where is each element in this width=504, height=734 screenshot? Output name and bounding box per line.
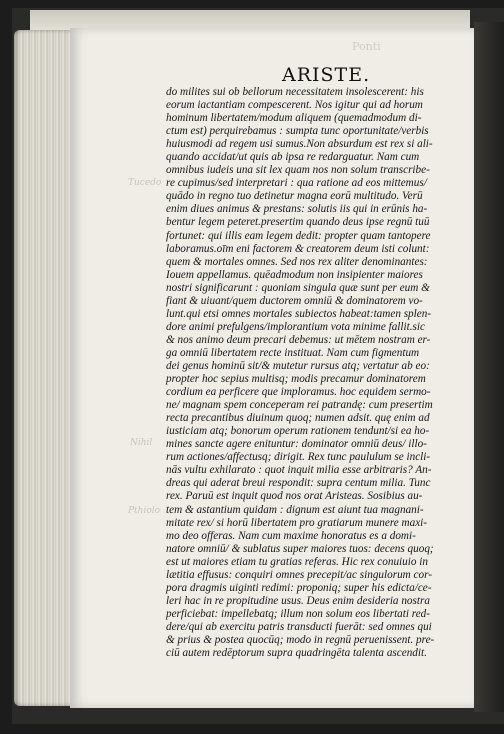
text-line: mo deo offeras. Nam cum maxime honoratus es a domi- <box>166 529 416 542</box>
text-line: recta precantibus diuinum quoq; numen adsit. quę enim ad <box>166 412 430 425</box>
show-through-mark: Nihil <box>130 438 153 448</box>
body-text <box>166 86 462 660</box>
text-line: quem & mortales omnes. Sed nos rex aliter denominantes: <box>166 255 428 268</box>
text-line: dere/qui ab exercitu patris transducti fuerāt: sed omnes qui <box>166 620 432 633</box>
show-through-mark: Pthiolo <box>128 506 161 516</box>
text-line: do milites sui ob bellorum necessitatem insolescerent: his <box>166 86 424 98</box>
text-line: huiusmodi ad regem usi sumus.Non absurdum est rex si ali- <box>166 138 433 151</box>
text-line: dei genus hominū sit/& mutetur rursus atq; vertatur ab eo: <box>166 359 430 372</box>
text-line: rex. Paruū est inquit quod nos orat Aristeas. Sosibius au- <box>166 490 423 503</box>
text-line: laboramus.oīm eni factorem & creatorem deum isti colunt: <box>166 242 430 255</box>
text-line: hominum libertatem/modum aliquem (quemadmodum di- <box>166 112 422 125</box>
facing-page-edge <box>474 22 504 712</box>
text-line: mitate rex/ si horū libertatem pro gratiarum munere maxi- <box>166 516 428 529</box>
show-through-mark: Tucedo <box>128 178 162 188</box>
text-line: tem & astantium quidam : dignum est aiunt tua magnani- <box>166 503 424 516</box>
text-line: bentur legem peteret.presertim quando deus ipse regnū tuū <box>166 216 430 229</box>
text-line: quādo in regno tuo detinetur magna eorū multitudo. Verū <box>166 190 423 203</box>
text-line: Iouem appellamus. quēadmodum non insipienter maiores <box>166 268 423 281</box>
text-line: quando accidat/ut quis ab ipsa re redarguatur. Nam cum <box>166 151 420 164</box>
text-line: fortunet: qui illis eam legem dedit: propter quam tantopere <box>166 229 431 242</box>
text-line: ciū autem redēptorum supra quadringēta talenta ascendit. <box>166 647 427 660</box>
text-line: pora dragmis uiginti redimi: proponiq; super his edicta/ce- <box>166 581 432 594</box>
text-line: dreas qui aderat breui respondit: supra centum milia. Tunc <box>166 477 431 490</box>
text-line: leri hac in re propitudine usus. Deus enim desideria nostra <box>166 594 430 607</box>
page-edges <box>14 30 72 706</box>
text-line: lunt.qui etsi omnes mortales subiectos habeat:tamen splen- <box>166 307 432 320</box>
text-line: natore omniū/ & sublatus super maiores tuos: decens quoq; <box>166 542 434 555</box>
text-line: dore animi prefulgens/implorantium vota minime fallit.sic <box>166 320 425 333</box>
text-line: & nos animo deum precari debemus: ut mētem nostram er- <box>166 333 431 346</box>
text-line: rum actiones/affectusq; dirigit. Rex tunc paululum se incli- <box>166 451 431 464</box>
running-head: ARISTE. <box>282 64 371 86</box>
text-line: est ut maiores etiam tu gratias referas. Hic rex conuiuio in <box>166 555 428 568</box>
text-line: ctum est) perquirebamus : sumpta tunc oportunitate/verbis <box>166 125 429 138</box>
text-line: cordium ea perficere que imploramus. hoc equidem sermo- <box>166 386 431 399</box>
text-line: omnibus iudeis una sit lex quam nos non solum transcribe- <box>166 164 430 177</box>
text-line: enim diues animus & prestans: solutis iis qui in erūnis ha- <box>166 203 428 216</box>
text-line: nās vultu exhilarato : quot inquit milia esse arbitraris? An- <box>166 464 432 477</box>
text-line: eorum iactantiam compescerent. Nos igitur qui ad horum <box>166 99 423 112</box>
text-line: mines sancte agere enituntur: dominator omniū deus/ illo- <box>166 438 427 451</box>
show-through-mark: Ponti <box>352 40 381 53</box>
text-line: lætitia effusus: conquiri omnes precepit/ac singulorum cor- <box>166 568 432 581</box>
text-line: ga omniū libertatem recte instituat. Nam cum figmentum <box>166 346 420 359</box>
text-line: re cupimus/sed interpretari : qua ratione ad eos mittemus/ <box>166 177 427 190</box>
text-line: nostri significarunt : quoniam singula quæ sunt per eum & <box>166 281 430 294</box>
text-line: & prius & postea quocūq; modo in regnū peruenissent. pre- <box>166 633 435 646</box>
text-line: ne/ magnam spem conceperam rei patrandę: cum presertim <box>166 399 433 412</box>
text-line: propter hoc sepius multisq; modis precamur dominatorem <box>166 373 426 386</box>
text-line: iusticiam atq; bonorum operum rationem tendunt/si ea ho- <box>166 425 430 438</box>
text-line: perficiebat: impellebatq; illum non solum eos libertati red- <box>166 607 431 620</box>
text-line: fiant & uiuant/quem ductorem omniū & dominatorem vo- <box>166 294 423 307</box>
